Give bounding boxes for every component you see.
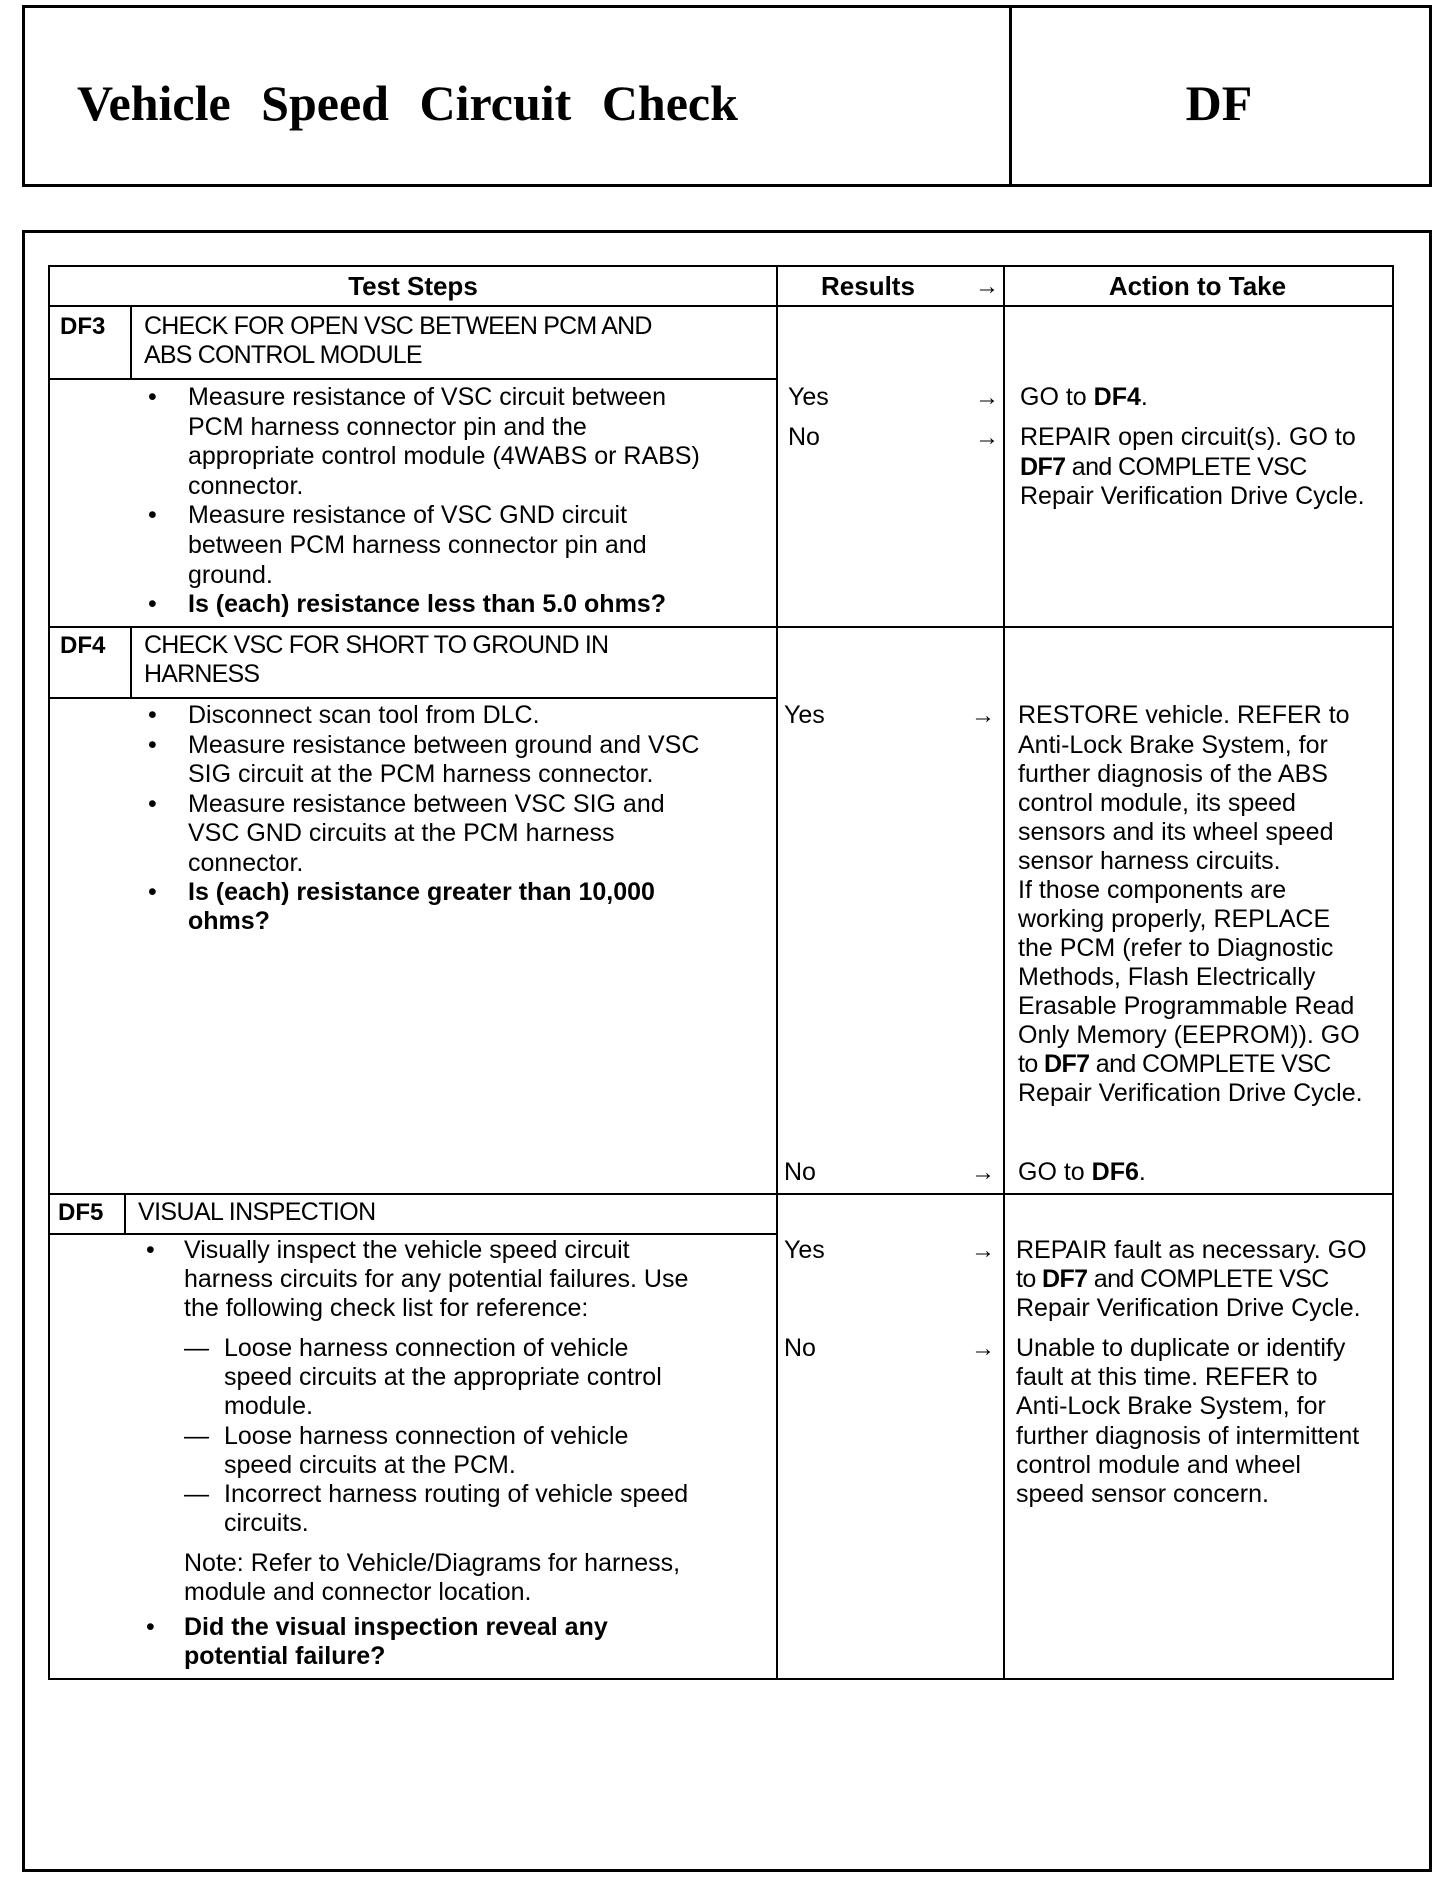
df5-no-action-5: control module and wheel bbox=[1016, 1451, 1301, 1479]
df4-b2-l2: SIG circuit at the PCM harness connector. bbox=[188, 760, 654, 788]
df4-yes-action-5: sensors and its wheel speed bbox=[1018, 818, 1334, 846]
df4-yes-action-2: Anti-Lock Brake System, for bbox=[1018, 731, 1328, 759]
df4-b2-l1: Measure resistance between ground and VSC bbox=[188, 731, 700, 759]
df4-yes-action-7: If those components are bbox=[1018, 876, 1287, 904]
df5-no-action-3: Anti-Lock Brake System, for bbox=[1016, 1392, 1326, 1420]
arrow-icon: → bbox=[975, 424, 999, 451]
df3-b2-l2: between PCM harness connector pin and bbox=[188, 531, 647, 559]
header-test-steps: Test Steps bbox=[348, 271, 478, 301]
df5-yes-action-3: Repair Verification Drive Cycle. bbox=[1016, 1294, 1361, 1322]
df5-no-action-2: fault at this time. REFER to bbox=[1016, 1363, 1318, 1391]
arrow-icon: → bbox=[975, 384, 999, 411]
df4-b3-l1: Measure resistance between VSC SIG and bbox=[188, 790, 665, 818]
df5-title-rule bbox=[50, 1233, 776, 1235]
df4-yes: Yes bbox=[784, 701, 825, 729]
df3-question: Is (each) resistance less than 5.0 ohms? bbox=[188, 590, 666, 618]
df3-b1-l4: connector. bbox=[188, 472, 304, 500]
df4-yes-action-1: RESTORE vehicle. REFER to bbox=[1018, 701, 1350, 729]
df3-no: No bbox=[788, 423, 820, 451]
bullet-icon: • bbox=[148, 790, 157, 818]
df5-question-2: potential failure? bbox=[184, 1642, 386, 1670]
id-divider-df3 bbox=[130, 307, 132, 378]
df5-no-action-1: Unable to duplicate or identify bbox=[1016, 1334, 1346, 1362]
df4-yes-action-12: Only Memory (EEPROM)). GO bbox=[1018, 1021, 1360, 1049]
bullet-icon: • bbox=[148, 701, 157, 729]
df5-id: DF5 bbox=[58, 1199, 104, 1226]
df4-question-2: ohms? bbox=[188, 907, 270, 935]
df5-d1-l2: speed circuits at the appropriate control bbox=[224, 1363, 662, 1391]
df4-yes-action-11: Erasable Programmable Read bbox=[1018, 992, 1355, 1020]
df3-b1-l3: appropriate control module (4WABS or RABS) bbox=[188, 442, 700, 470]
df5-note-2: module and connector location. bbox=[184, 1578, 532, 1606]
df3-yes: Yes bbox=[788, 383, 829, 411]
df5-no-action-4: further diagnosis of intermittent bbox=[1016, 1422, 1360, 1450]
arrow-icon: → bbox=[971, 1237, 995, 1264]
df3-b2-l3: ground. bbox=[188, 561, 273, 589]
df4-b3-l3: connector. bbox=[188, 849, 304, 877]
df4-title-2: HARNESS bbox=[144, 660, 260, 688]
df3-id: DF3 bbox=[60, 313, 106, 340]
bullet-icon: • bbox=[148, 878, 157, 906]
df4-yes-action-3: further diagnosis of the ABS bbox=[1018, 760, 1328, 788]
df5-d2-l2: speed circuits at the PCM. bbox=[224, 1451, 516, 1479]
df3-title-rule bbox=[50, 378, 776, 380]
df4-yes-action-10: Methods, Flash Electrically bbox=[1018, 963, 1316, 991]
arrow-icon: → bbox=[971, 702, 995, 729]
df4-yes-action-9: the PCM (refer to Diagnostic bbox=[1018, 934, 1334, 962]
arrow-icon: → bbox=[971, 1159, 995, 1186]
df4-no-action: GO to DF6. bbox=[1018, 1158, 1146, 1186]
df3-no-action-3: Repair Verification Drive Cycle. bbox=[1020, 482, 1365, 510]
df3-no-action-2: DF7 and COMPLETE VSC bbox=[1020, 453, 1307, 481]
df4-question-1: Is (each) resistance greater than 10,000 bbox=[188, 878, 655, 906]
df5-d3-l2: circuits. bbox=[224, 1509, 309, 1537]
df3-b2-l1: Measure resistance of VSC GND circuit bbox=[188, 501, 628, 529]
col-divider-action bbox=[1003, 267, 1005, 1678]
header-action: Action to Take bbox=[1108, 271, 1287, 301]
df5-yes-action-1: REPAIR fault as necessary. GO bbox=[1016, 1236, 1367, 1264]
page-title: Vehicle Speed Circuit Check bbox=[77, 75, 738, 131]
df4-title-1: CHECK VSC FOR SHORT TO GROUND IN bbox=[144, 631, 609, 659]
df4-yes-action-8: working properly, REPLACE bbox=[1018, 905, 1331, 933]
bullet-icon: • bbox=[146, 1613, 155, 1641]
header-arrow-icon: → bbox=[975, 273, 999, 300]
df3-no-action-1: REPAIR open circuit(s). GO to bbox=[1020, 423, 1356, 451]
header-results: Results bbox=[821, 271, 915, 301]
dash-icon: — bbox=[184, 1480, 209, 1508]
df5-title: VISUAL INSPECTION bbox=[138, 1198, 376, 1226]
df3-title-2: ABS CONTROL MODULE bbox=[144, 341, 422, 369]
df4-yes-action-14: Repair Verification Drive Cycle. bbox=[1018, 1079, 1363, 1107]
df5-no: No bbox=[784, 1334, 816, 1362]
df4-yes-action-13: to DF7 and COMPLETE VSC bbox=[1018, 1050, 1331, 1078]
bullet-icon: • bbox=[148, 590, 157, 618]
dash-icon: — bbox=[184, 1422, 209, 1450]
df4-bottom-rule bbox=[50, 1193, 1392, 1195]
arrow-icon: → bbox=[971, 1335, 995, 1362]
col-divider-results bbox=[776, 267, 778, 1678]
header-rule bbox=[50, 305, 1392, 307]
df4-yes-action-6: sensor harness circuits. bbox=[1018, 847, 1281, 875]
page-code: DF bbox=[1185, 75, 1253, 131]
df5-b1-l3: the following check list for reference: bbox=[184, 1294, 589, 1322]
bullet-icon: • bbox=[148, 731, 157, 759]
df5-note-1: Note: Refer to Vehicle/Diagrams for harness, bbox=[184, 1549, 681, 1577]
df4-yes-action-4: control module, its speed bbox=[1018, 789, 1296, 817]
df5-d1-l1: Loose harness connection of vehicle bbox=[224, 1334, 629, 1362]
df5-yes: Yes bbox=[784, 1236, 825, 1264]
df5-no-action-6: speed sensor concern. bbox=[1016, 1480, 1269, 1508]
bullet-icon: • bbox=[148, 501, 157, 529]
df3-b1-l1: Measure resistance of VSC circuit between bbox=[188, 383, 666, 411]
df4-b1: Disconnect scan tool from DLC. bbox=[188, 701, 540, 729]
df4-id: DF4 bbox=[60, 632, 106, 659]
df3-b1-l2: PCM harness connector pin and the bbox=[188, 413, 587, 441]
df5-yes-action-2: to DF7 and COMPLETE VSC bbox=[1016, 1265, 1329, 1293]
bullet-icon: • bbox=[146, 1236, 155, 1264]
df3-title-1: CHECK FOR OPEN VSC BETWEEN PCM AND bbox=[144, 312, 652, 340]
df5-question-1: Did the visual inspection reveal any bbox=[184, 1613, 608, 1641]
test-table bbox=[48, 265, 1394, 1680]
df4-b3-l2: VSC GND circuits at the PCM harness bbox=[188, 819, 615, 847]
id-divider-df5 bbox=[124, 1193, 126, 1233]
df5-d1-l3: module. bbox=[224, 1392, 313, 1420]
dash-icon: — bbox=[184, 1334, 209, 1362]
df4-title-rule bbox=[50, 697, 776, 699]
bullet-icon: • bbox=[148, 383, 157, 411]
df3-bottom-rule bbox=[50, 626, 1392, 628]
df5-b1-l1: Visually inspect the vehicle speed circuit bbox=[184, 1236, 630, 1264]
title-box bbox=[22, 5, 1432, 187]
df3-yes-action: GO to DF4. bbox=[1020, 383, 1148, 411]
df5-d3-l1: Incorrect harness routing of vehicle speed bbox=[224, 1480, 689, 1508]
df5-d2-l1: Loose harness connection of vehicle bbox=[224, 1422, 629, 1450]
id-divider-df4 bbox=[130, 626, 132, 697]
df5-b1-l2: harness circuits for any potential failures. Use bbox=[184, 1265, 689, 1293]
df4-no: No bbox=[784, 1158, 816, 1186]
